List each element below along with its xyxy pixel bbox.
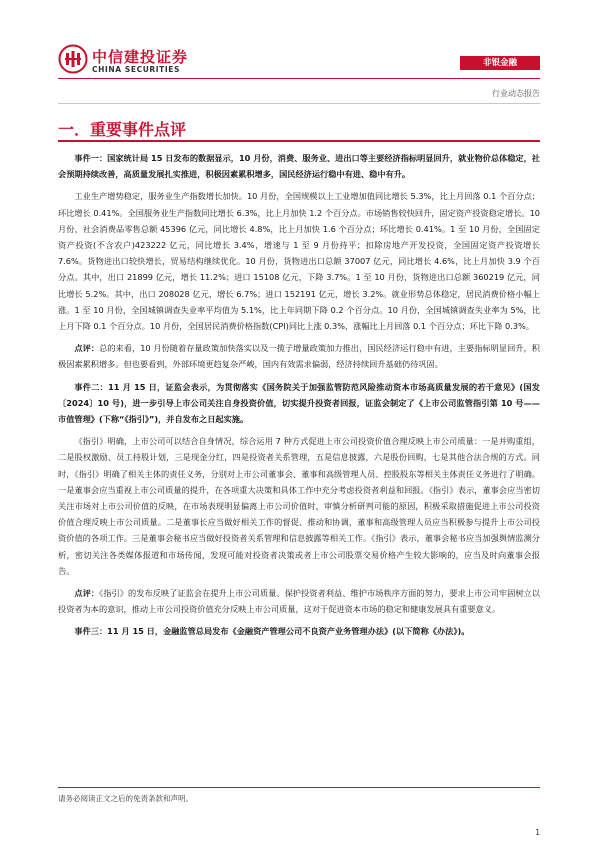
paragraph-lead: 点评： (74, 588, 100, 599)
logo-english-name: CHINA SECURITIES (92, 65, 180, 74)
paragraph-text: 总的来看，10 月份随着存量政策加快落实以及一揽子增量政策加力推出，国民经济运行稳中有进，主要指标明显回升，积极因素累积增多。但也要看到，外部环境更趋复杂严峻，国内有效需求偏弱，经济持续回升基础仍待巩固。 (58, 343, 540, 370)
section-title: 一．重要事件点评 (58, 120, 187, 139)
commentary-paragraph (58, 585, 540, 617)
footer-divider (58, 787, 540, 788)
paragraph-text: 《指引》的发布反映了证监会在提升上市公司质量、保护投资者利益、维护市场秩序方面的努力，要求上市公司牢固树立以投资者为本的意识，推动上市公司投资价值充分反映上市公司质量，这对于促进资本市场的稳定和健康发展具有重要意义。 (58, 588, 540, 615)
paragraph-lead: 点评： (74, 343, 100, 354)
header-subdivider (58, 103, 540, 104)
disclaimer-note: 请务必阅读正文之后的免责条款和声明。 (58, 794, 193, 803)
header-divider (58, 78, 540, 79)
section-title-underline (58, 140, 540, 142)
event-paragraph (58, 150, 540, 182)
paragraph-text: 工业生产增势稳定，服务业生产指数增长加快。10 月份，全国规模以上工业增加值同比增长 5.3%，比上月回落 0.1 个百分点；环比增长 0.41%。全国服务业生产指数同比增长 6.3%，比上月加快 1.2 个百分点。市场销售较快回升，固定资产投资稳定增长。10 月份，社会消费品零售总额 45396 亿元，同比增长 4.8%，比上月加快 1.6 个百分点；环比增长 0.41%。1 至 10 月份，全国固定资产投资(不含农户)423222 亿元，同比增长 3.4%，增速与 1 至 9 月份持平；扣除房地产开发投资，全国固定资产投资增长 7.6%。货物进出口较快增长，贸易结构继续优化。10 月份，货物进出口总额 37007 亿元，同比增长 4.6%，比上月加快 3.9 个百分点。其中，出口 21899 亿元，增长 11.2%；进口 15108 亿元，下降 3.7%。1 至 10 月份，货物进出口总额 360219 亿元，同比增长 5.2%。其中，出口 208028 亿元，增长 6.7%；进口 152191 亿元，增长 3.2%。就业形势总体稳定，居民消费价格小幅上涨。1 至 10 月份，全国城镇调查失业率平均值为 5.1%，比上年同期下降 0.2 个百分点。10 月份，全国城镇调查失业率为 5%，比上月下降 0.1 个百分点。10 月份，全国居民消费价格指数(CPI)同比上涨 0.3%，涨幅比上月回落 0.1 个百分点；环比下降 0.3%。 (58, 191, 540, 332)
body-paragraph (58, 433, 540, 579)
china-securities-logo-icon (58, 44, 88, 74)
commentary-paragraph (58, 340, 540, 372)
paragraph-bold-text: 11 月 15 日，金融监管总局发布《金融资产管理公司不良资产业务管理办法》(以下简称《办法》)。 (107, 626, 470, 637)
paragraph-bold-text: 11 月 15 日，证监会表示，为贯彻落实《国务院关于加强监管防范风险推动资本市场高质量发展的若干意见》(国发〔2024〕10 号)，进一步引导上市公司关注自身投资价值，切实提升投资者回报，证监会制定了《上市公司监管指引第 10 号——市值管理》(下称“《指引》”)，并自发布之日起实施。 (58, 381, 540, 425)
report-body (58, 150, 540, 646)
logo-chinese-name: 中信建投证券 (92, 48, 189, 66)
company-logo (58, 44, 189, 78)
report-type-label: 行业动态报告 (492, 89, 540, 98)
paragraph-lead: 事件一： (74, 153, 108, 163)
event-paragraph (58, 623, 540, 639)
body-paragraph (58, 188, 540, 334)
paragraph-bold-text: 国家统计局 15 日发布的数据显示，10 月份，消费、服务业、进出口等主要经济指标明显回升，就业物价总体稳定，社会预期持续改善，高质量发展扎实推进，积极因素累积增多，国民经济运行稳中有进、稳中有升。 (58, 153, 540, 180)
page-number: 1 (535, 828, 540, 837)
industry-category-badge: 非银金融 (460, 56, 540, 70)
event-paragraph (58, 379, 540, 428)
paragraph-lead: 事件二： (74, 381, 109, 392)
paragraph-text: 《指引》明确，上市公司可以结合自身情况，综合运用 7 种方式促进上市公司投资价值合理反映上市公司质量：一是并购重组，二是股权激励、员工持股计划，三是现金分红，四是投资者关系管理，五是信息披露，六是股份回购，七是其他合法合规的方式。同时，《指引》明确了相关主体的责任义务，分别对上市公司董事会、董事和高级管理人员、控股股东等相关主体责任义务进行了明确。一是董事会应当重视上市公司质量的提升，在各项重大决策和具体工作中充分考虑投资者利益和回报。《指引》表示，董事会应当密切关注市场对上市公司价值的反映，在市场表现明显偏离上市公司价值时，审慎分析研判可能的原因，积极采取措施促进上市公司投资价值合理反映上市公司质量。二是董事长应当做好相关工作的督促、推动和协调，董事和高级管理人员应当积极参与提升上市公司投资价值的各项工作。三是董事会秘书应当做好投资者关系管理和信息披露等相关工作。《指引》表示，董事会秘书应当加强舆情监测分析，密切关注各类媒体报道和市场传闻，发现可能对投资者决策或者上市公司股票交易价格产生较大影响的，应当及时向董事会报告。 (58, 436, 540, 576)
paragraph-lead: 事件三： (74, 626, 108, 637)
